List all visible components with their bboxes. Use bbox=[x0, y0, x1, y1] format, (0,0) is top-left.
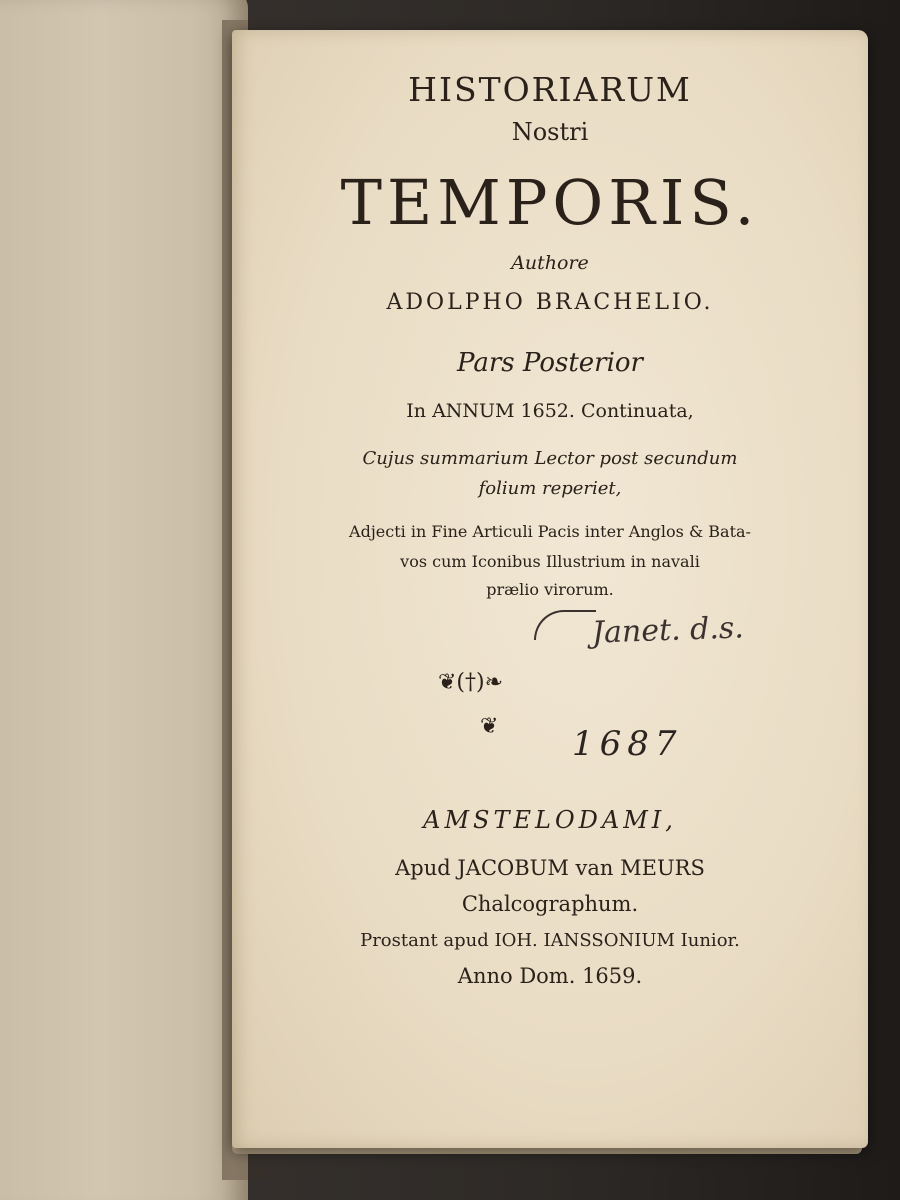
imprint-chalcographum: Chalcographum. bbox=[461, 892, 639, 916]
printer-ornament: ❦(†)❧ bbox=[438, 670, 504, 695]
imprint-city: AMSTELODAMI, bbox=[423, 806, 677, 834]
adjecti-line-1: Adjecti in Fine Articuli Pacis inter Anglos & Bata- bbox=[349, 522, 751, 541]
title-page bbox=[232, 30, 868, 1148]
title-historiarum: HISTORIARUM bbox=[408, 70, 692, 109]
pars-posterior: Pars Posterior bbox=[457, 348, 643, 378]
authore-label: Authore bbox=[511, 252, 589, 274]
cujus-line-1: Cujus summarium Lector post secundum bbox=[362, 448, 738, 469]
adjecti-line-3: prælio virorum. bbox=[486, 580, 614, 599]
signature-flourish bbox=[534, 610, 596, 640]
imprint-seller: Prostant apud IOH. IANSSONIUM Iunior. bbox=[360, 930, 740, 951]
handwritten-year: 1687 bbox=[572, 724, 683, 764]
imprint-publisher: Apud JACOBUM van MEURS bbox=[395, 856, 705, 880]
front-cover-board bbox=[0, 0, 248, 1200]
cujus-line-2: folium reperiet, bbox=[478, 478, 622, 499]
small-ornament: ❦ bbox=[480, 714, 499, 739]
adjecti-line-2: vos cum Iconibus Illustrium in navali bbox=[400, 552, 700, 571]
title-nostri: Nostri bbox=[511, 118, 589, 146]
title-temporis: TEMPORIS. bbox=[340, 166, 760, 239]
imprint-date: Anno Dom. 1659. bbox=[457, 964, 643, 988]
annum-line: In ANNUM 1652. Continuata, bbox=[406, 400, 694, 422]
handwritten-signature: Janet. d.s. bbox=[591, 610, 745, 651]
author-name: ADOLPHO BRACHELIO. bbox=[386, 290, 714, 315]
